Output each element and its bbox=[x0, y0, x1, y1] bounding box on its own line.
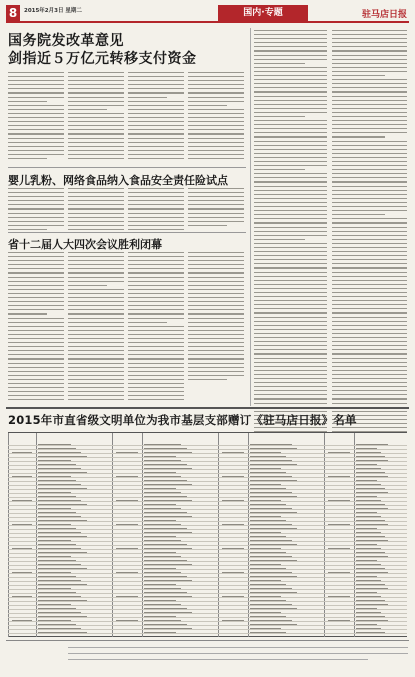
table-cell-text bbox=[38, 480, 76, 481]
table-cell-text bbox=[250, 628, 281, 629]
table-cell-text bbox=[250, 520, 286, 521]
table-cell-text bbox=[144, 444, 181, 445]
table-cell-text bbox=[356, 532, 381, 533]
table-column bbox=[36, 442, 112, 637]
table-group-label bbox=[328, 620, 350, 621]
table-cell-text bbox=[356, 624, 377, 625]
table-cell-text bbox=[144, 528, 187, 529]
lead-headline-line1: 国务院发改革意见 bbox=[8, 33, 124, 49]
table-cell-text bbox=[144, 480, 187, 481]
table-cell-text bbox=[250, 556, 292, 557]
table-group-label bbox=[328, 476, 350, 477]
table-cell-text bbox=[356, 584, 385, 585]
table-group-label bbox=[222, 596, 244, 597]
table-column bbox=[112, 442, 142, 637]
table-group-label bbox=[222, 572, 244, 573]
table-column bbox=[8, 442, 36, 637]
table-cell-text bbox=[38, 580, 81, 581]
table-cell-text bbox=[250, 560, 297, 561]
table-cell-text bbox=[38, 516, 81, 517]
table-row bbox=[354, 630, 407, 634]
table-cell-text bbox=[144, 544, 187, 545]
table-cell-text bbox=[356, 580, 381, 581]
table-cell-text bbox=[356, 600, 385, 601]
table-group-label bbox=[328, 500, 350, 501]
table-cell-text bbox=[144, 536, 176, 537]
table-cell-text bbox=[38, 456, 87, 457]
table-group-label bbox=[116, 524, 138, 525]
table-cell-text bbox=[38, 444, 71, 445]
table-cell-text bbox=[356, 520, 385, 521]
lead-article-col1 bbox=[8, 72, 64, 164]
table-cell-text bbox=[38, 624, 76, 625]
table-group-label bbox=[222, 452, 244, 453]
table-cell-text bbox=[356, 552, 385, 553]
page-footer bbox=[6, 640, 409, 670]
table-cell-text bbox=[250, 516, 281, 517]
table-cell-text bbox=[356, 512, 377, 513]
table-cell-text bbox=[356, 504, 385, 505]
table-cell-text bbox=[250, 532, 281, 533]
table-cell-text bbox=[250, 624, 297, 625]
table-group-label bbox=[222, 548, 244, 549]
table-cell-text bbox=[356, 528, 377, 529]
table-cell-text bbox=[144, 504, 176, 505]
table-cell-text bbox=[356, 508, 388, 509]
table-cell-text bbox=[38, 488, 87, 489]
table-cell-text bbox=[38, 476, 71, 477]
table-cell-text bbox=[356, 544, 377, 545]
lead-headline-line2: 剑指近５万亿元转移支付资金 bbox=[8, 51, 197, 67]
table-cell-text bbox=[356, 576, 377, 577]
table-cell-text bbox=[356, 468, 381, 469]
table-cell-text bbox=[144, 564, 192, 565]
lead-article-col2 bbox=[68, 72, 124, 164]
table-cell-text bbox=[250, 564, 281, 565]
table-cell-text bbox=[250, 552, 286, 553]
table-cell-text bbox=[144, 560, 187, 561]
table-cell-text bbox=[38, 568, 87, 569]
table-cell-text bbox=[356, 548, 381, 549]
table-cell-text bbox=[250, 620, 292, 621]
table-column bbox=[248, 442, 324, 637]
table-cell-text bbox=[356, 596, 381, 597]
table-column bbox=[142, 442, 218, 637]
table-cell-text bbox=[356, 616, 385, 617]
table-cell-text bbox=[250, 524, 292, 525]
table-cell-text bbox=[144, 620, 181, 621]
table-cell-text bbox=[356, 448, 377, 449]
table-cell-text bbox=[144, 600, 176, 601]
table-cell-text bbox=[38, 524, 71, 525]
table-cell-text bbox=[38, 588, 71, 589]
table-cell-text bbox=[356, 604, 388, 605]
table-cell-text bbox=[38, 512, 76, 513]
table-group-label bbox=[12, 548, 32, 549]
table-group-label bbox=[12, 476, 32, 477]
table-cell-text bbox=[38, 504, 87, 505]
table-cell-text bbox=[38, 540, 71, 541]
table-cell-text bbox=[144, 488, 176, 489]
table-cell-text bbox=[356, 480, 377, 481]
table-cell-text bbox=[250, 588, 292, 589]
table-cell-text bbox=[356, 608, 377, 609]
table-column bbox=[324, 442, 354, 637]
table-cell-text bbox=[356, 488, 385, 489]
table-cell-text bbox=[250, 572, 292, 573]
table-group-label bbox=[12, 572, 32, 573]
table-cell-text bbox=[38, 484, 81, 485]
table-cell-text bbox=[38, 564, 81, 565]
table-cell-text bbox=[144, 540, 181, 541]
table-cell-text bbox=[144, 500, 192, 501]
table-cell-text bbox=[38, 448, 76, 449]
table-cell-text bbox=[250, 452, 281, 453]
table-cell-text bbox=[38, 532, 81, 533]
table-cell-text bbox=[356, 472, 385, 473]
table-cell-text bbox=[38, 552, 87, 553]
table-cell-text bbox=[144, 460, 181, 461]
table-header bbox=[8, 433, 407, 442]
table-cell-text bbox=[144, 476, 181, 477]
table-cell-text bbox=[144, 592, 187, 593]
table-cell-text bbox=[144, 556, 181, 557]
table-cell-text bbox=[356, 452, 381, 453]
table-cell-text bbox=[250, 464, 297, 465]
table-cell-text bbox=[144, 612, 192, 613]
table-cell-text bbox=[250, 592, 297, 593]
table-cell-text bbox=[356, 492, 388, 493]
table-cell-text bbox=[38, 544, 76, 545]
table-cell-text bbox=[250, 448, 297, 449]
table-cell-text bbox=[38, 492, 71, 493]
table-cell-text bbox=[38, 520, 87, 521]
table-cell-text bbox=[38, 556, 71, 557]
table-cell-text bbox=[38, 612, 81, 613]
table-cell-text bbox=[356, 632, 385, 633]
table-cell-text bbox=[250, 480, 297, 481]
table-group-label bbox=[116, 548, 138, 549]
table-group-label bbox=[116, 476, 138, 477]
table-cell-text bbox=[144, 572, 181, 573]
table-cell-text bbox=[38, 600, 87, 601]
table-group-label bbox=[328, 548, 350, 549]
table-group-label bbox=[222, 476, 244, 477]
food-safety-col2 bbox=[68, 188, 124, 232]
table-cell-text bbox=[250, 536, 286, 537]
table-cell-text bbox=[38, 576, 76, 577]
congress-col4 bbox=[188, 252, 244, 404]
table-cell-text bbox=[250, 540, 292, 541]
table-cell-text bbox=[356, 620, 388, 621]
table-cell-text bbox=[356, 628, 381, 629]
table-cell-text bbox=[144, 580, 192, 581]
table-cell-text bbox=[356, 476, 388, 477]
table-cell-text bbox=[144, 616, 176, 617]
table-cell-text bbox=[250, 468, 281, 469]
table-cell-text bbox=[250, 512, 297, 513]
table-cell-text bbox=[38, 464, 76, 465]
table-cell-text bbox=[250, 548, 281, 549]
right-article-col2 bbox=[332, 30, 407, 404]
table-cell-text bbox=[356, 496, 377, 497]
table-cell-text bbox=[250, 456, 286, 457]
table-cell-text bbox=[250, 616, 286, 617]
table-cell-text bbox=[250, 612, 281, 613]
table-cell-text bbox=[144, 448, 187, 449]
lead-article-col4 bbox=[188, 72, 244, 164]
table-cell-text bbox=[356, 484, 381, 485]
table-cell-text bbox=[356, 560, 377, 561]
table-cell-text bbox=[356, 564, 381, 565]
table-cell-text bbox=[144, 524, 181, 525]
table-cell-text bbox=[38, 468, 81, 469]
table-cell-text bbox=[250, 544, 297, 545]
table-cell-text bbox=[250, 608, 297, 609]
table-row bbox=[324, 630, 354, 634]
table-cell-text bbox=[38, 628, 81, 629]
table-cell-text bbox=[250, 600, 286, 601]
table-group-label bbox=[328, 524, 350, 525]
table-cell-text bbox=[144, 628, 192, 629]
table-cell-text bbox=[250, 580, 281, 581]
table-cell-text bbox=[144, 588, 181, 589]
table-cell-text bbox=[144, 516, 192, 517]
table-cell-text bbox=[144, 512, 187, 513]
masthead bbox=[6, 5, 409, 23]
table-cell-text bbox=[144, 604, 181, 605]
table-cell-text bbox=[144, 552, 176, 553]
table-cell-text bbox=[356, 588, 388, 589]
table-cell-text bbox=[38, 604, 71, 605]
congress-col1 bbox=[8, 252, 64, 404]
food-safety-col3 bbox=[128, 188, 184, 232]
table-cell-text bbox=[38, 528, 76, 529]
table-cell-text bbox=[250, 488, 286, 489]
table-cell-text bbox=[38, 608, 76, 609]
table-cell-text bbox=[356, 592, 377, 593]
congress-col2 bbox=[68, 252, 124, 404]
table-cell-text bbox=[144, 624, 187, 625]
table-cell-text bbox=[356, 612, 381, 613]
table-cell-text bbox=[250, 500, 281, 501]
table-row bbox=[36, 630, 112, 634]
table-cell-text bbox=[144, 508, 181, 509]
table-cell-text bbox=[38, 508, 71, 509]
table-cell-text bbox=[144, 472, 176, 473]
food-safety-col1 bbox=[8, 188, 64, 232]
right-article-col1 bbox=[254, 30, 327, 404]
table-group-label bbox=[116, 500, 138, 501]
table-cell-text bbox=[144, 576, 187, 577]
table-cell-text bbox=[250, 576, 297, 577]
table-cell-text bbox=[356, 460, 388, 461]
lead-article-col3 bbox=[128, 72, 184, 164]
table-group-label bbox=[328, 596, 350, 597]
table-cell-text bbox=[144, 548, 192, 549]
table-cell-text bbox=[250, 528, 297, 529]
table-group-label bbox=[12, 524, 32, 525]
name-list-title: 2015年市直省级文明单位为我市基层支部赠订《驻马店日报》名单 bbox=[8, 413, 357, 427]
table-cell-text bbox=[250, 632, 286, 633]
table-cell-text bbox=[356, 524, 388, 525]
table-cell-text bbox=[356, 456, 385, 457]
table-cell-text bbox=[250, 444, 292, 445]
table-cell-text bbox=[356, 556, 388, 557]
table-cell-text bbox=[144, 520, 176, 521]
table-cell-text bbox=[250, 484, 281, 485]
table-group-label bbox=[12, 596, 32, 597]
table-cell-text bbox=[250, 584, 286, 585]
table-group-label bbox=[116, 596, 138, 597]
table-group-label bbox=[12, 452, 32, 453]
table-row bbox=[8, 630, 36, 634]
table-cell-text bbox=[356, 516, 381, 517]
table-cell-text bbox=[38, 572, 71, 573]
table-cell-text bbox=[356, 540, 388, 541]
table-cell-text bbox=[144, 596, 192, 597]
table-column bbox=[354, 442, 407, 637]
table-cell-text bbox=[250, 476, 292, 477]
table-cell-text bbox=[144, 464, 187, 465]
table-cell-text bbox=[356, 536, 385, 537]
table-cell-text bbox=[250, 508, 292, 509]
table-cell-text bbox=[38, 596, 81, 597]
table-cell-text bbox=[38, 616, 87, 617]
table-cell-text bbox=[144, 584, 176, 585]
table-group-label bbox=[222, 524, 244, 525]
paper-logo: 驻马店日报 bbox=[361, 10, 407, 20]
table-cell-text bbox=[144, 492, 181, 493]
table-column bbox=[218, 442, 248, 637]
table-group-label bbox=[12, 620, 32, 621]
table-cell-text bbox=[250, 460, 292, 461]
table-cell-text bbox=[144, 456, 176, 457]
table-cell-text bbox=[38, 536, 87, 537]
table-cell-text bbox=[38, 452, 81, 453]
table-group-label bbox=[116, 452, 138, 453]
food-safety-col4 bbox=[188, 188, 244, 232]
table-row bbox=[218, 630, 248, 634]
table-cell-text bbox=[144, 452, 192, 453]
table-cell-text bbox=[356, 572, 388, 573]
table-group-label bbox=[328, 572, 350, 573]
issue-date: 2015年2月3日 星期二 bbox=[24, 8, 82, 14]
page-number: 8 bbox=[6, 5, 20, 21]
table-cell-text bbox=[144, 496, 187, 497]
table-cell-text bbox=[38, 620, 71, 621]
section-name: 国内·专题 bbox=[218, 5, 308, 21]
congress-headline: 省十二届人大四次会议胜利闭幕 bbox=[8, 238, 162, 251]
table-cell-text bbox=[250, 472, 286, 473]
table-cell-text bbox=[38, 592, 76, 593]
table-cell-text bbox=[144, 484, 192, 485]
subscription-name-table bbox=[8, 432, 407, 637]
table-group-label bbox=[12, 500, 32, 501]
table-cell-text bbox=[144, 608, 187, 609]
table-group-label bbox=[116, 620, 138, 621]
table-cell-text bbox=[38, 632, 87, 633]
table-group-label bbox=[328, 452, 350, 453]
table-cell-text bbox=[356, 500, 381, 501]
table-cell-text bbox=[356, 464, 377, 465]
table-cell-text bbox=[38, 472, 87, 473]
table-cell-text bbox=[250, 596, 281, 597]
table-cell-text bbox=[144, 468, 192, 469]
table-row bbox=[142, 630, 218, 634]
table-cell-text bbox=[38, 548, 81, 549]
table-cell-text bbox=[250, 504, 286, 505]
table-cell-text bbox=[144, 632, 176, 633]
table-cell-text bbox=[38, 584, 87, 585]
table-cell-text bbox=[250, 568, 286, 569]
table-cell-text bbox=[38, 500, 81, 501]
table-cell-text bbox=[250, 604, 292, 605]
table-row bbox=[248, 630, 324, 634]
table-cell-text bbox=[144, 532, 192, 533]
food-safety-headline: 婴儿乳粉、网络食品纳入食品安全责任险试点 bbox=[8, 174, 228, 187]
table-cell-text bbox=[38, 496, 76, 497]
congress-col3 bbox=[128, 252, 184, 404]
table-cell-text bbox=[38, 460, 71, 461]
table-group-label bbox=[116, 572, 138, 573]
table-group-label bbox=[222, 500, 244, 501]
table-cell-text bbox=[144, 568, 176, 569]
table-group-label bbox=[222, 620, 244, 621]
table-cell-text bbox=[356, 568, 385, 569]
table-row bbox=[112, 630, 142, 634]
table-cell-text bbox=[38, 560, 76, 561]
table-cell-text bbox=[356, 444, 388, 445]
table-cell-text bbox=[250, 496, 297, 497]
table-cell-text bbox=[250, 492, 292, 493]
